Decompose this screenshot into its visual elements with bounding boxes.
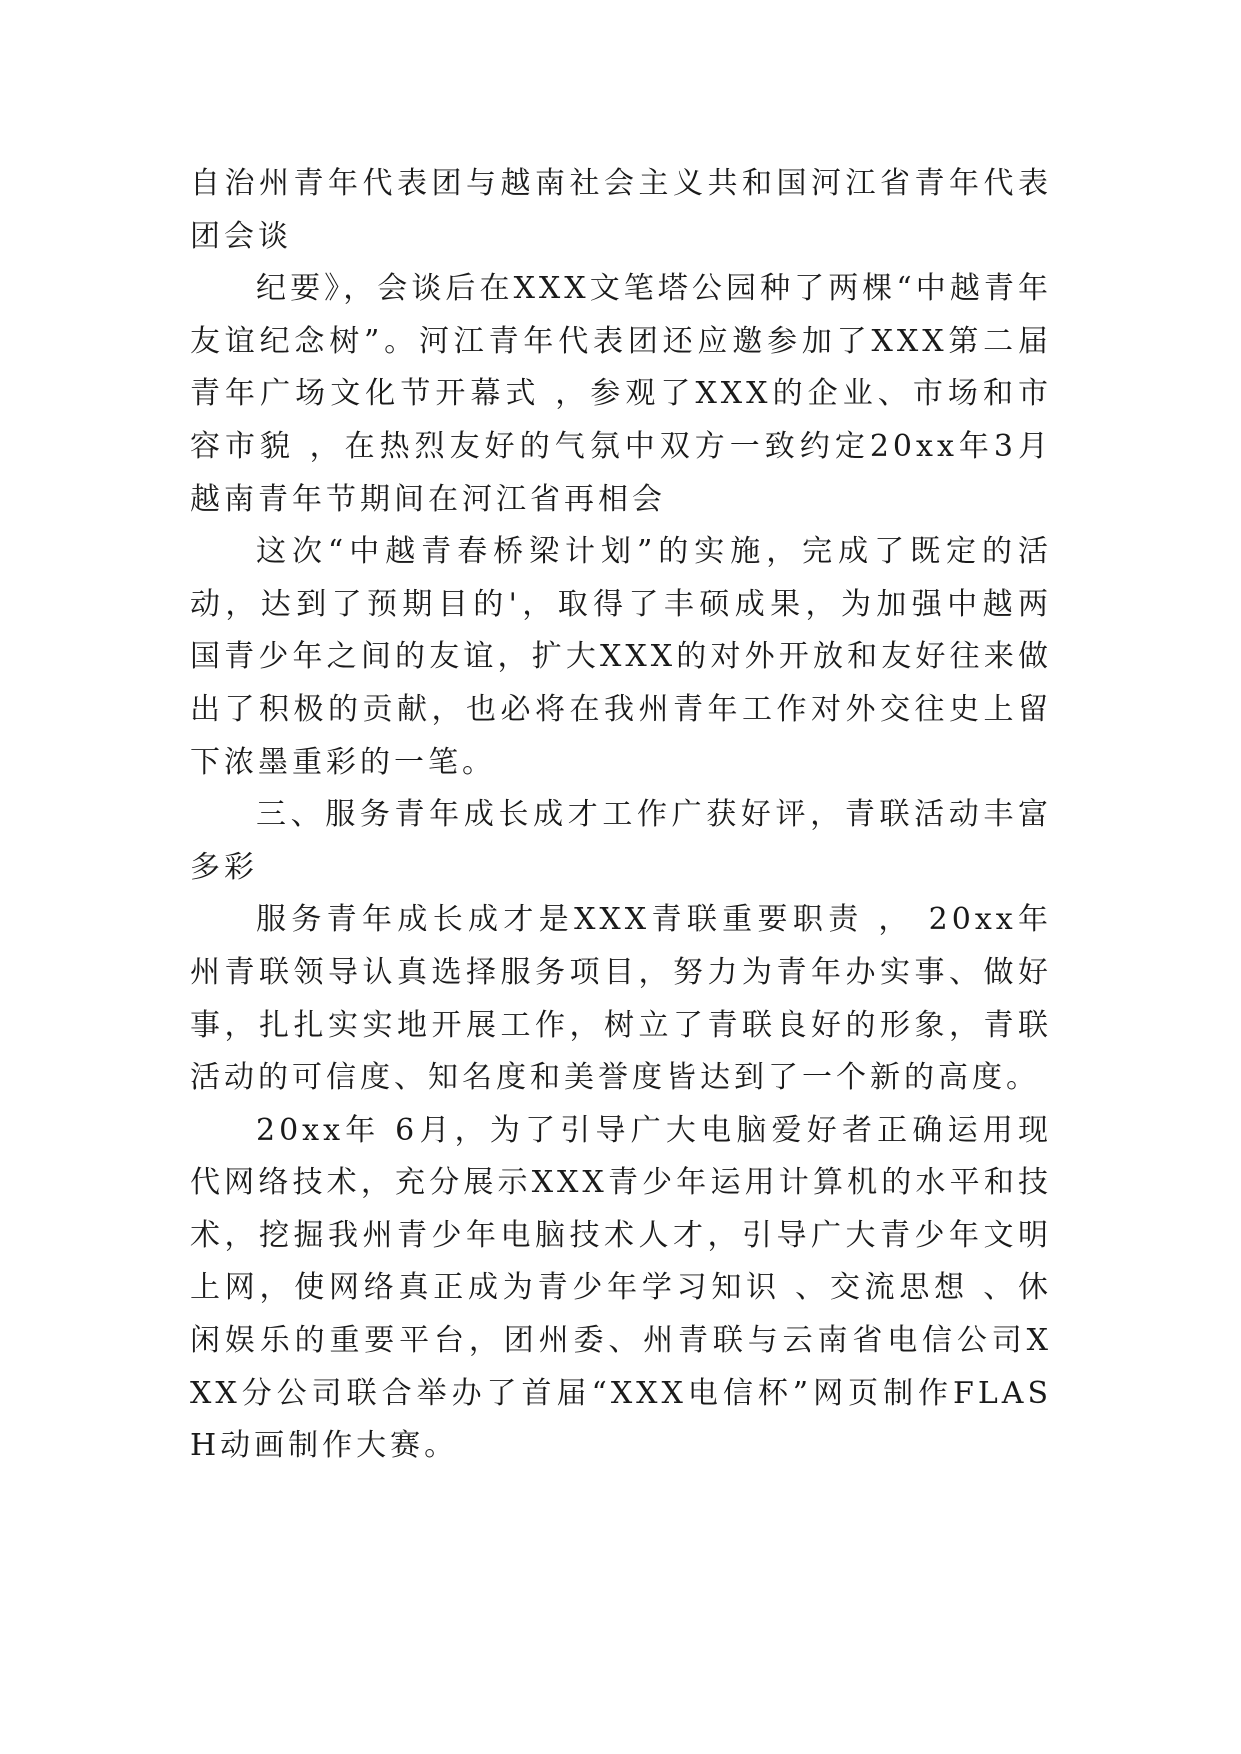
paragraph: 自治州青年代表团与越南社会主义共和国河江省青年代表团会谈 [190,166,1052,254]
document-body [190,158,1052,1473]
paragraph: 纪要》，会谈后在XXX文笔塔公园种了两棵“中越青年友谊纪念树”。河江青年代表团还应邀参加了XXX第二届青年广场文化节开幕式 ，参观了XXX的企业、市场和市容市貌 ，在热烈友好的气氛中双方一致约定20xx年3月越南青年节期间在河江省再相会 [190,271,1052,517]
paragraph: 这次“中越青春桥梁计划”的实施，完成了既定的活动，达到了预期目的'，取得了丰硕成果，为加强中越两国青少年之间的友谊，扩大XXX的对外开放和友好往来做出了积极的贡献，也必将在我州青年工作对外交往史上留下浓墨重彩的一笔。 [190,534,1052,780]
paragraph: 服务青年成长成才是XXX青联重要职责 ， 20xx年州青联领导认真选择服务项目，努力为青年办实事、做好事，扎扎实实地开展工作，树立了青联良好的形象，青联活动的可信度、知名度和美誉度皆达到了一个新的高度。 [190,902,1052,1096]
section-heading: 三、服务青年成长成才工作广获好评，青联活动丰富多彩 [190,797,1052,885]
paragraph: 20xx年 6月，为了引导广大电脑爱好者正确运用现代网络技术，充分展示XXX青少年运用计算机的水平和技术，挖掘我州青少年电脑技术人才，引导广大青少年文明上网，使网络真正成为青少年学习知识 、交流思想 、休闲娱乐的重要平台，团州委、州青联与云南省电信公司XXX分公司联合举办了首届“XXX电信杯”网页制作FLASH动画制作大赛。 [190,1112,1052,1464]
